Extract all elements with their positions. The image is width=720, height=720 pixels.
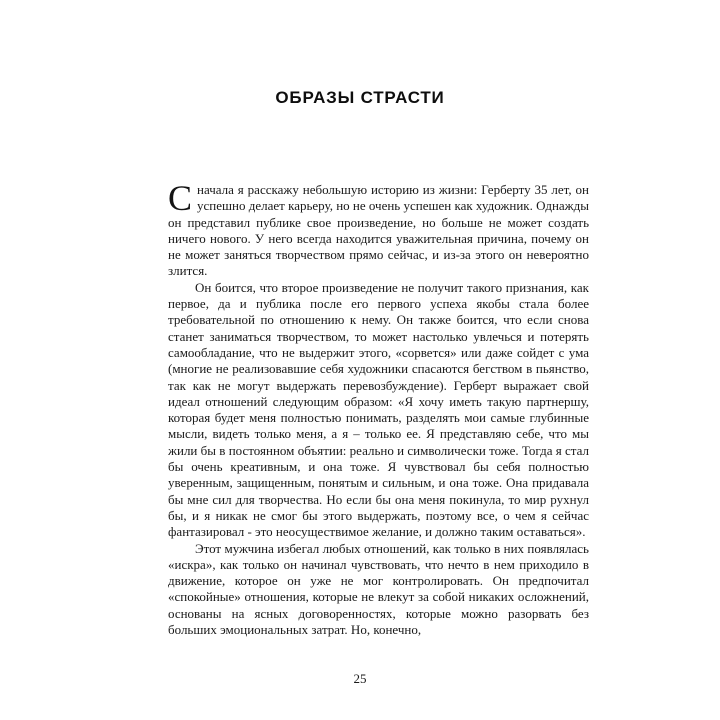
paragraph: Он боится, что второе произведение не получит такого признания, как первое, да и публика после его первого успеха якобы стала более требовательной по отношению к нему. Он также боится, что если снова станет заниматься творчеством, то может настолько увлечься и потерять самообладание, что не выдержит этого, «сорвется» или даже сойдет с ума (многие не реализовавшие себя художники спасаются бегством в пьянство, так как не могут выдержать перевозбуждение). Герберт выражает свой идеал отношений следующим образом: «Я хочу иметь такую партнершу, которая будет меня полностью понимать, разделять мои самые глубинные мысли, видеть только меня, а я – только ее. Я представляю себе, что мы жили бы в постоянном объятии: реально и символически тоже. Тогда я стал бы очень креативным, и она тоже. Я чувствовал бы себя полностью уверенным, защищенным, понятым и сильным, и она тоже. Она придавала бы мне сил для творчества. Но если бы она меня покинула, то мир рухнул бы, и я никак не смог бы этого выдержать, поэтому все, о чем я сейчас фантазировал - это неосуществимое желание, и должно таким оставаться». [168,279,589,540]
dropcap-letter: С [168,178,193,218]
paragraph: Этот мужчина избегал любых отношений, как только в них появлялась «искра», как только он начинал чувствовать, что нечто в нем приходило в движение, которое он уже не мог контролировать. Он предпочитал «спокойные» отношения, которые не влекут за собой никаких осложнений, основаны на ясных договоренностях, которые можно разорвать без больших эмоциональных затрат. Но, конечно, [168,540,589,638]
body-text [168,178,589,638]
chapter-title: ОБРАЗЫ СТРАСТИ [275,88,445,107]
page-number: 25 [353,671,367,686]
paragraph-text: начала я расскажу небольшую историю из жизни: Герберту 35 лет, он успешно делает карьеру, но не очень успешен как художник. Однажды он представил публике свое произведение, но больше не может создать ничего нового. У него всегда находится уважительная причина, почему он не может заняться творчеством прямо сейчас, и из-за этого он невероятно злится. [168,182,589,279]
paragraph [168,178,589,280]
